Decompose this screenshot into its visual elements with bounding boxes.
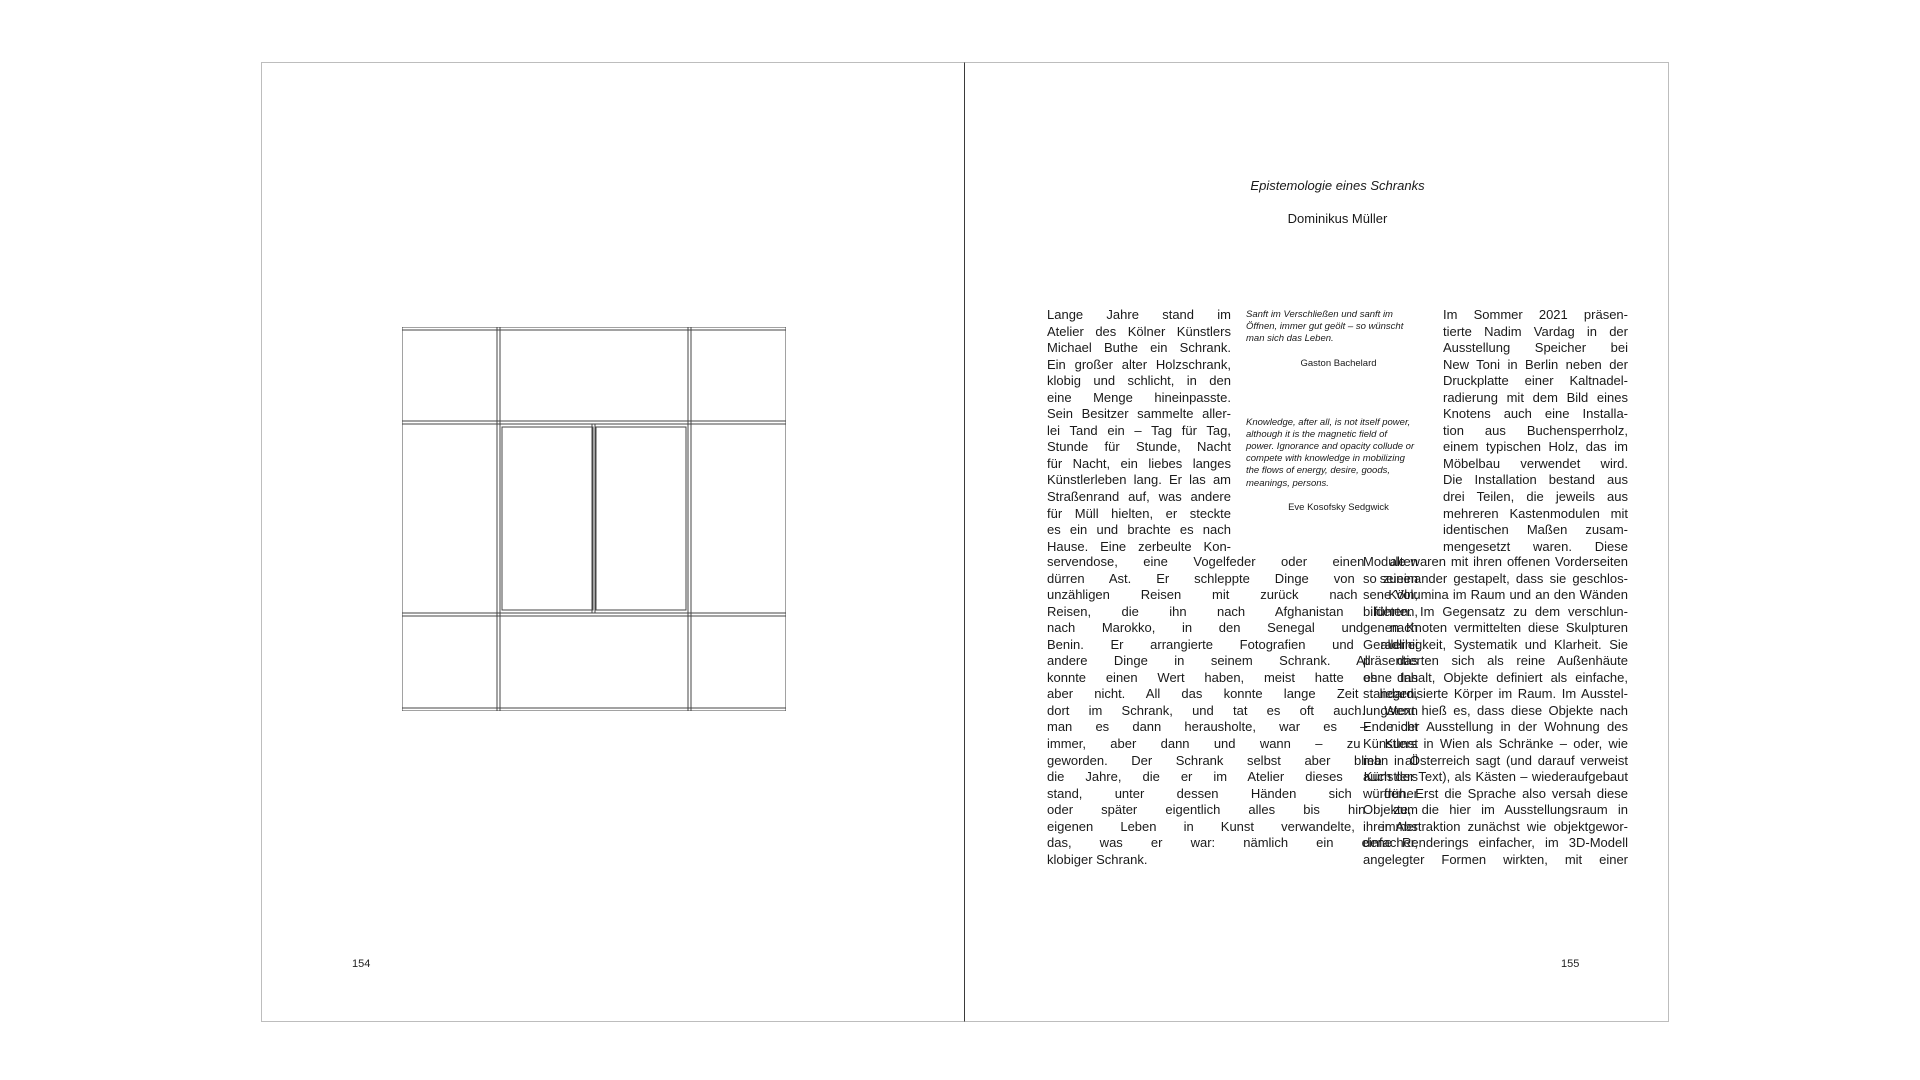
epigraphs <box>1246 309 1431 513</box>
text-line: oder später eigentlich alles bis hin zum <box>1047 802 1418 818</box>
quote-line: meanings, persons. <box>1246 477 1329 489</box>
text-line: dort im Schrank, und tat es oft auch. Wenn <box>1047 702 1418 718</box>
right-page <box>965 62 1669 1022</box>
text-line: nach Marokko, in den Senegal und nach <box>1047 620 1418 636</box>
text-line: Hause. Eine zerbeulte Kon- <box>1047 538 1231 554</box>
quote-line: man sich das Leben. <box>1246 333 1334 345</box>
text-line: Objekte, die hier im Ausstellungsraum in <box>1363 802 1628 818</box>
text-line: drei Teilen, die jeweils aus <box>1443 489 1628 505</box>
text-line: Stunde für Stunde, Nacht <box>1047 439 1231 455</box>
text-line: Atelier des Kölner Künstlers <box>1047 323 1231 339</box>
text-line: geworden. Der Schrank selbst aber blieb all <box>1047 752 1418 768</box>
text-line: Ausstellung Speicher bei <box>1443 340 1628 356</box>
text-line: Künstlers in Wien als Schränke – oder, wie <box>1363 736 1628 752</box>
cabinet-line-drawing <box>402 327 786 711</box>
text-line: Reisen, die ihn nach Afghanistan führten, <box>1047 603 1418 619</box>
text-line: New Toni in Berlin neben der <box>1443 356 1628 372</box>
text-line: standardisierte Körper im Raum. Im Ausstel- <box>1363 686 1628 702</box>
epigraph-author-2: Eve Kosofsky Sedgwick <box>1288 501 1389 513</box>
quote-line: power. Ignorance and opacity collude or <box>1246 441 1415 453</box>
text-line: für Müll hielten, er steckte <box>1047 505 1231 521</box>
text-line: immer, aber dann und wann – zu Kunst <box>1047 736 1418 752</box>
quote-line: the flows of energy, desire, goods, <box>1246 465 1390 477</box>
text-line: servendose, eine Vogelfeder oder einen alten <box>1047 554 1418 569</box>
essay-author: Dominikus Müller <box>1287 211 1388 226</box>
text-line: für Nacht, ein liebes langes <box>1047 455 1231 471</box>
text-line: auch der Text), als Kästen – wiederaufgebaut <box>1363 769 1628 785</box>
text-line: man in Österreich sagt (und darauf verweist <box>1363 752 1628 768</box>
text-line: dene Renderings einfacher, im 3D-Modell <box>1363 835 1628 851</box>
quote-line: Sanft im Verschließen und sanft im <box>1246 309 1393 320</box>
page-number-right: 155 <box>1561 958 1580 970</box>
quote-line: Öffnen, immer gut geölt – so wünscht <box>1246 321 1404 333</box>
text-line: stand, unter dessen Händen sich früher <box>1047 785 1418 801</box>
text-line: eine Menge hineinpasste. <box>1047 389 1231 405</box>
text-line: aber nicht. All das konnte lange Zeit liegen, <box>1047 686 1418 702</box>
epigraph-quote-1 <box>1246 309 1431 346</box>
text-column-right-wide <box>1363 554 1628 868</box>
text-line: würden. Erst die Sprache also versah diese <box>1363 785 1628 801</box>
text-line: radierung mit dem Bild eines <box>1443 389 1628 405</box>
text-line: Ein großer alter Holzschrank, <box>1047 356 1231 372</box>
text-line: so zueinander gestapelt, dass sie geschlos- <box>1363 570 1628 586</box>
text-line: präsentierten sich als reine Außenhäute <box>1363 653 1628 669</box>
text-line: Im Sommer 2021 präsen- <box>1443 307 1628 322</box>
text-line: Module waren mit ihren offenen Vorderseiten <box>1363 554 1628 569</box>
text-line: angelegter Formen wirkten, mit einer <box>1363 851 1628 867</box>
text-line: bildeten. Im Gegensatz zu dem verschlun- <box>1363 603 1628 619</box>
text-line: Lange Jahre stand im <box>1047 307 1231 322</box>
text-line: Geradlinigkeit, Systematik und Klarheit. Sie <box>1363 636 1628 652</box>
page-number-left: 154 <box>352 958 371 970</box>
text-line: Möbelbau verwendet wird. <box>1443 455 1628 471</box>
text-column-left <box>1047 307 1231 555</box>
text-line: Druckplatte einer Kaltnadel- <box>1443 373 1628 389</box>
text-line: genen Knoten vermittelten diese Skulpturen <box>1363 620 1628 636</box>
left-page <box>261 62 965 1022</box>
text-line: identischen Maßen zusam- <box>1443 522 1628 538</box>
text-line: ihrer Abstraktion zunächst wie objektgewor- <box>1363 818 1628 834</box>
text-line: einem typischen Holz, das im <box>1443 439 1628 455</box>
epigraph-quote-2 <box>1246 417 1431 490</box>
text-line: Künstlerleben lang. Er las am <box>1047 472 1231 488</box>
text-line: tion aus Buchensperrholz, <box>1443 422 1628 438</box>
text-line: Straßenrand auf, was andere <box>1047 489 1231 505</box>
quote-line: Knowledge, after all, is not itself power, <box>1246 416 1411 428</box>
text-line: andere Dinge in seinem Schrank. All das <box>1047 653 1418 669</box>
text-line: lungstext hieß es, dass diese Objekte nach <box>1363 702 1628 718</box>
text-line: klobiger Schrank. <box>1047 851 1148 867</box>
text-column-right <box>1443 307 1628 555</box>
text-line: Die Installation bestand aus <box>1443 472 1628 488</box>
text-line: Ende der Ausstellung in der Wohnung des <box>1363 719 1628 735</box>
text-line: tierte Nadim Vardag in der <box>1443 323 1628 339</box>
text-line: klobig und schlicht, in den <box>1047 373 1231 389</box>
text-line: Knotens auch eine Installa- <box>1443 406 1628 422</box>
essay-title: Epistemologie eines Schranks <box>1250 178 1425 193</box>
text-line: die Jahre, die er im Atelier dieses Künstlers <box>1047 769 1418 785</box>
text-line: ohne Inhalt, Objekte definiert als einfache, <box>1363 669 1628 685</box>
quote-line: although it is the magnetic field of <box>1246 428 1388 440</box>
text-line: konnte einen Wert haben, meist hatte es das <box>1047 669 1418 685</box>
text-line: Benin. Er arrangierte Fotografien und allerlei <box>1047 636 1418 652</box>
text-line: mengesetzt waren. Diese <box>1443 538 1628 554</box>
text-line: dürren Ast. Er schleppte Dinge von seinen <box>1047 570 1418 586</box>
quote-line: compete with knowledge in mobilizing <box>1246 453 1405 465</box>
text-line: unzähligen Reisen mit zurück nach Köln; <box>1047 587 1418 603</box>
epigraph-author-1: Gaston Bachelard <box>1300 357 1377 369</box>
text-line: eigenen Leben in Kunst verwandelte, immer <box>1047 818 1418 834</box>
text-line: man es dann herausholte, war es – nicht <box>1047 719 1418 735</box>
text-line: sene Volumina im Raum und an den Wänden <box>1363 587 1628 603</box>
text-line: Michael Buthe ein Schrank. <box>1047 340 1231 356</box>
text-line: Sein Besitzer sammelte aller- <box>1047 406 1231 422</box>
text-line: es ein und brachte es nach <box>1047 522 1231 538</box>
text-line: mehreren Kastenmodulen mit <box>1443 505 1628 521</box>
text-line: das, was er war: nämlich ein einfacher, <box>1047 835 1418 851</box>
text-line: lei Tand ein – Tag für Tag, <box>1047 422 1231 438</box>
